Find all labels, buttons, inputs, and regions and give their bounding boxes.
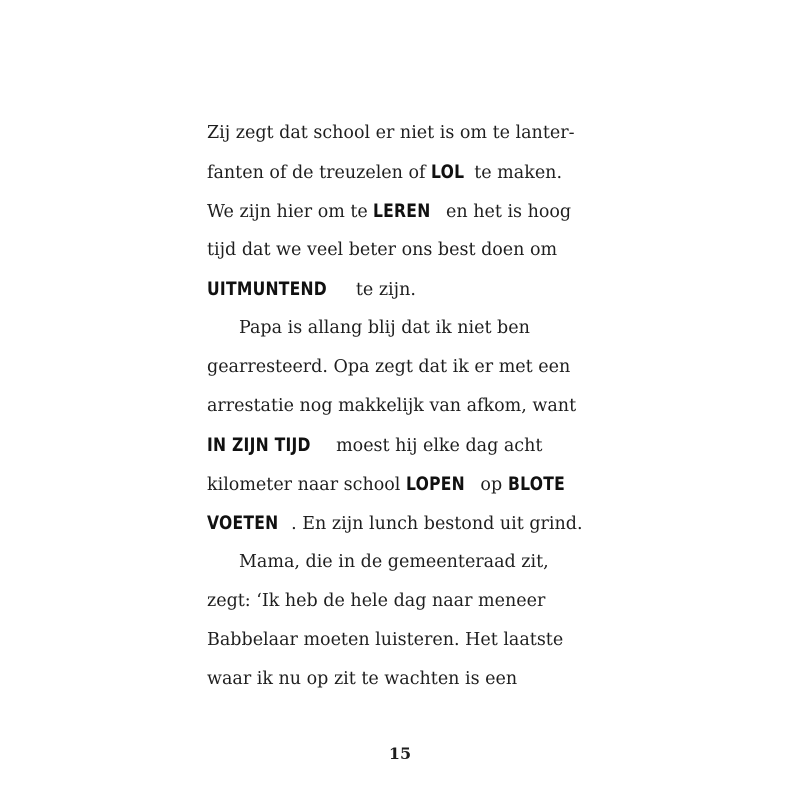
text-line [207,231,607,270]
text-segment: tijd dat we veel beter ons best doen om [207,240,558,260]
text-line [207,192,607,231]
text-segment: arrestatie nog makkelijk van afkom, want [207,396,577,416]
text-line [207,660,607,699]
emphasized-word: LEREN [373,200,431,222]
text-segment: op [474,475,508,495]
text-line [207,270,607,309]
text-segment: fanten of de treuzelen of [207,163,432,183]
text-segment: te maken. [468,163,563,183]
emphasized-word: LOPEN [405,473,465,495]
text-line [207,309,607,348]
text-line [207,348,607,387]
text-line [207,114,607,153]
text-line [207,504,607,543]
text-segment: Zij zegt dat school er niet is om te lanter- [207,123,575,143]
text-segment: gearresteerd. Opa zegt dat ik er met een [207,357,571,377]
text-segment: We zijn hier om te [207,202,374,222]
page-number: 15 [388,744,412,763]
text-line [207,387,607,426]
emphasized-word: BLOTE [507,473,565,495]
text-segment: zegt: ‘Ik heb de hele dag naar meneer [207,591,546,611]
body-text [207,114,607,699]
text-line [207,621,607,660]
emphasized-word: LOL [431,161,465,183]
emphasized-word: UITMUNTEND [207,278,327,300]
text-segment: kilometer naar school [207,475,406,495]
text-line [207,582,607,621]
text-segment: te zijn. [350,280,416,300]
emphasized-word: VOETEN [207,512,279,534]
text-line [207,426,607,465]
text-line [207,153,607,192]
text-segment: en het is hoog [440,202,572,222]
text-segment: Mama, die in de gemeenteraad zit, [239,552,549,572]
text-segment: Papa is allang blij dat ik niet ben [239,318,530,338]
emphasized-word: IN ZIJN TIJD [207,434,311,456]
text-line [207,543,607,582]
text-line [207,465,607,504]
text-segment: . En zijn lunch bestond uit grind. [291,514,583,534]
text-segment: Babbelaar moeten luisteren. Het laatste [207,630,564,650]
text-segment: moest hij elke dag acht [330,436,543,456]
text-segment: waar ik nu op zit te wachten is een [207,669,518,689]
